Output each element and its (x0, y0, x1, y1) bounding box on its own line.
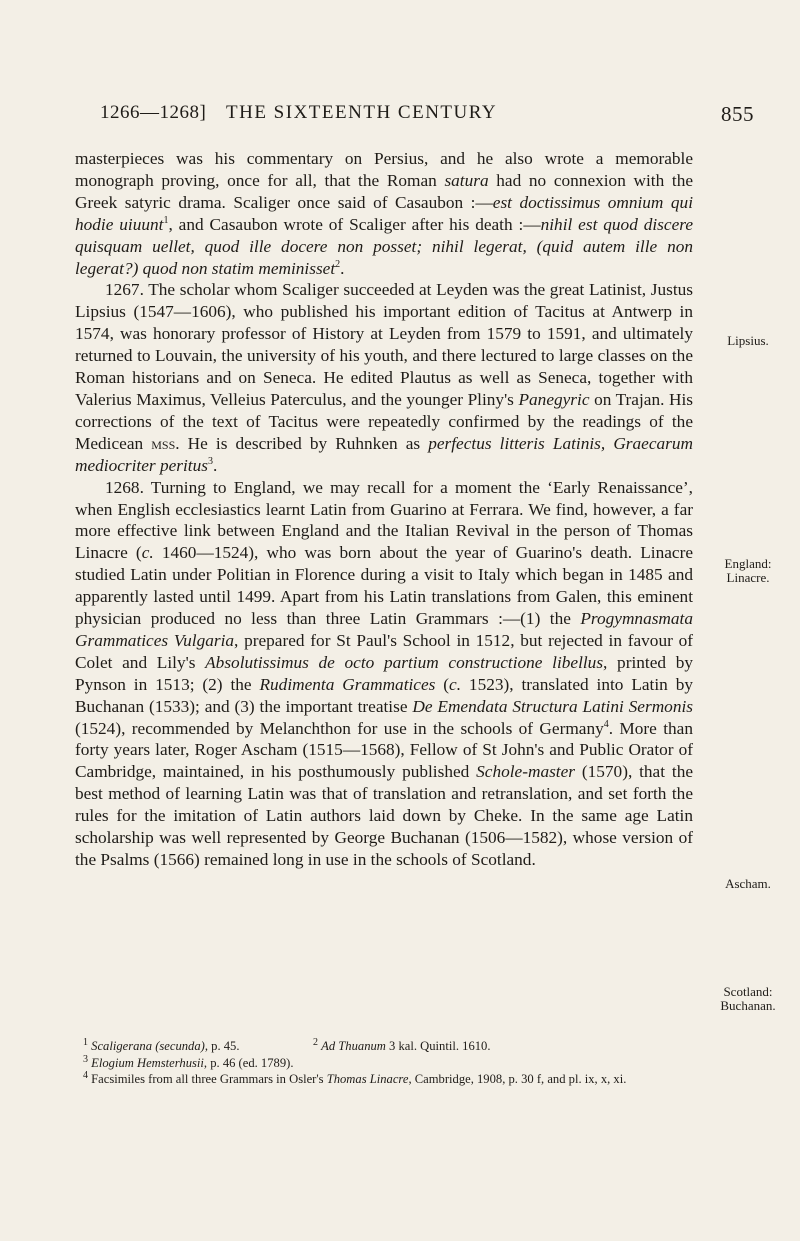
margin-note-scotland (703, 985, 793, 1013)
footnote-number: 2 (313, 1036, 318, 1048)
latin-quote: est doctissimus omnium qui hodie uiuunt (75, 192, 693, 234)
text-run: 1460—1524), who was born about the year of Guarino's death. Linacre studied Latin under Politian in Florence during a visit to Italy which began in 1485 and apparently lasted until 1499. Apart from his Latin translations from Galen, this eminent physician produced no less than three Latin Grammars :—(1) the (75, 543, 693, 629)
margin-note-ascham (703, 877, 793, 891)
running-title: THE SIXTEENTH CENTURY (226, 102, 498, 123)
italic-title: De Emendata Structura Latini Sermonis (412, 696, 693, 716)
footnote-text: , p. 45. (204, 1039, 240, 1053)
footnote-title: Ad Thuanum (321, 1039, 386, 1053)
text-run: Turning to England, we may recall for a moment the ‘Early Renaissance’, when English ecclesiastics learnt Latin from Guarino at Ferrara. We find, however, a far more effective link between England and the Italian Revival in the person of Thomas Linacre ( (75, 477, 693, 563)
footnote-number: 3 (83, 1053, 88, 1065)
italic-title: Panegyric (518, 389, 590, 409)
text-run: 1523), translated into Latin by Buchanan (1533); and (3) the important treatise (75, 674, 693, 716)
margin-note-text: Lipsius. (727, 333, 769, 348)
footnote-title: Elogium Hemsterhusii (91, 1055, 204, 1070)
footnote-number: 4 (83, 1069, 88, 1081)
footnote-2 (313, 1038, 490, 1055)
latin-quote: nihil est quod discere quisquam uellet, quod ille docere non posset; nihil legerat, (quid autem ille non legerat?) quod non statim meminisset (75, 214, 693, 278)
main-text (75, 148, 693, 871)
margin-note-text: Ascham. (725, 876, 771, 891)
footnote-text: 3 kal. Quintil. 1610. (385, 1039, 491, 1053)
text-run: had no connexion with the Greek satyric drama. Scaliger once said of Casaubon :— (75, 170, 694, 212)
italic-title: Absolutissimus de octo partium constructione libellus (205, 652, 604, 672)
footnote-ref: 3 (207, 455, 213, 467)
italic-abbr: c. (141, 543, 154, 563)
footnote-ref: 1 (163, 214, 169, 226)
footnote-4 (83, 1071, 723, 1088)
margin-note-lipsius (703, 334, 793, 348)
margin-note-text: Buchanan. (720, 998, 776, 1013)
margin-note-text: England: (724, 556, 772, 571)
text-run: . (340, 258, 345, 278)
footnote-title: Thomas Linacre (326, 1072, 409, 1086)
text-run: The scholar whom Scaliger succeeded at Leyden was the great Latinist, Justus Lipsius (1547—1606), who published his important edition of Tacitus at Antwerp in 1574, was honorary professor of History at Leyden from 1579 to 1591, and ultimately returned to Louvain, the university of his youth, and there lectured to large classes on the Roman historians and on Seneca. He edited Plautus as well as Seneca, together with Valerius Maximus, Velleius Paterculus, and the younger Pliny's (75, 280, 693, 409)
text-run: (1524), recommended by Melanchthon for use in the schools of Germany (75, 718, 604, 738)
small-caps-abbr: mss. (151, 433, 180, 453)
footnote-3 (83, 1055, 723, 1072)
text-run: masterpieces was his commentary on Persius, and he also wrote a memorable monograph proving, once for all, that the Roman (75, 149, 693, 190)
footnote-text: Facsimiles from all three Grammars in Osler's (91, 1072, 327, 1086)
text-run: . (212, 455, 218, 475)
footnote-number: 1 (83, 1036, 88, 1048)
footnote-text: , Cambridge, 1908, p. 30 f, and pl. ix, x, xi. (408, 1072, 627, 1086)
text-run: , printed by Pynson in 1513; (2) the (75, 652, 693, 694)
section-number: 1267. (105, 280, 144, 300)
footnote-title: Scaligerana (91, 1039, 153, 1053)
footnote-1 (83, 1036, 240, 1053)
italic-abbr: c. (449, 674, 462, 694)
section-number: 1268. (105, 477, 144, 497)
footnote-ref: 4 (603, 718, 609, 730)
margin-note-text: Scotland: (723, 984, 773, 999)
text-run: . More than forty years later, Roger Ascham (1515—1568), Fellow of St John's and Public Orator of Cambridge, maintained, in his posthumously published (75, 718, 693, 782)
text-run: , and Casaubon wrote of Scaliger after his death :— (168, 214, 541, 234)
text-run: ( (435, 674, 450, 694)
margin-note-text: Linacre. (726, 570, 770, 585)
paragraph-1268 (75, 477, 693, 871)
page-number: 855 (721, 102, 754, 126)
text-run: , prepared for St Paul's School in 1512, but rejected in favour of Colet and Lily's (75, 630, 693, 672)
text-run: (1570), that the best method of learning Latin was that of translation and retranslation, and set forth the rules for the imitation of Latin authors laid down by Cheke. In the same age Latin scholarship was well represented by George Buchanan (1506—1582), whose version of the Psalms (1566) remained long in use in the schools of Scotland. (75, 762, 693, 869)
footnote-row (83, 1038, 723, 1055)
footnote-text: , p. 46 (ed. 1789). (203, 1055, 294, 1070)
italic-term: satura (444, 170, 489, 190)
footnote-title: (secunda) (155, 1039, 205, 1053)
text-run: He is described by Ruhnken as (179, 433, 429, 453)
latin-quote: perfectus litteris Latinis, Graecarum mediocriter peritus (75, 433, 693, 475)
paragraph-1267 (75, 279, 693, 476)
paragraph-1 (75, 148, 693, 279)
footnotes (83, 1038, 723, 1088)
italic-title: Schole-master (476, 762, 576, 782)
italic-title: Rudimenta Grammatices (259, 674, 436, 694)
section-range: 1266—1268] (100, 102, 207, 123)
italic-title: Progymnasmata Grammatices Vulgaria (75, 609, 693, 650)
margin-note-england (703, 557, 793, 585)
text-run: on Trajan. His corrections of the text of Tacitus were repeatedly confirmed by the readings of the Medicean (75, 389, 693, 453)
running-header (100, 102, 754, 132)
footnote-ref: 2 (335, 258, 341, 270)
